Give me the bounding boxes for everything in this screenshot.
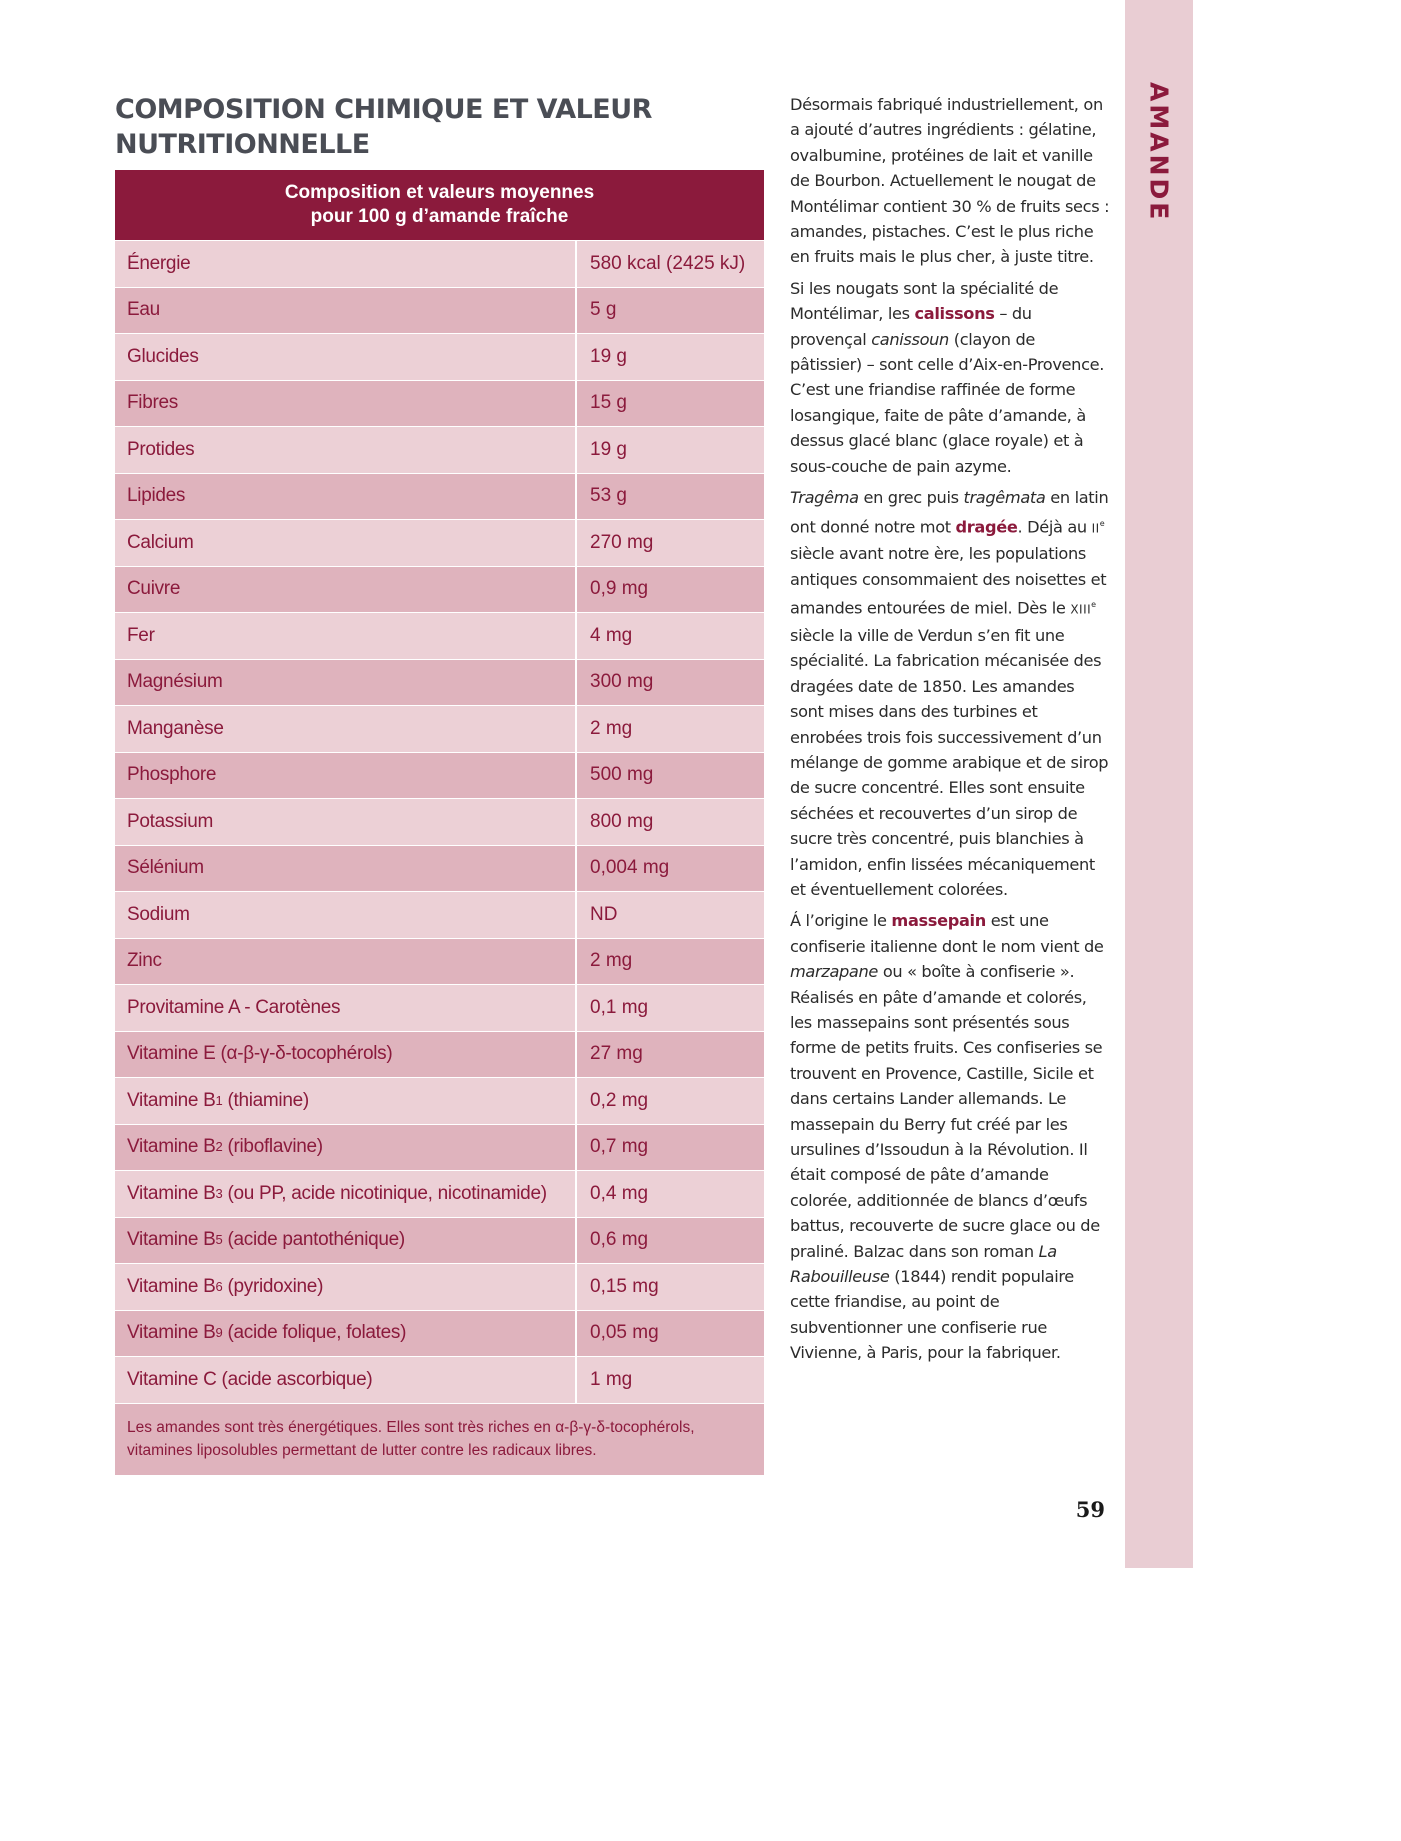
side-strip <box>1125 0 1193 1568</box>
nutrient-value: 270 mg <box>590 531 654 553</box>
nutrient-label: Fer <box>115 613 577 659</box>
nutrient-label: Vitamine B 3 (ou PP, acide nicotinique, nicotinamide) <box>115 1171 577 1217</box>
nutrient-label: Cuivre <box>115 567 577 613</box>
nutrient-label: Potassium <box>115 799 577 845</box>
nutrient-label: Lipides <box>115 474 577 520</box>
table-row <box>115 520 764 567</box>
nutrient-label: Énergie <box>115 241 577 287</box>
table-body <box>115 241 764 1404</box>
nutrient-label: Vitamine B 2 (riboflavine) <box>115 1125 577 1171</box>
chapter-label: AMANDE <box>1144 81 1174 222</box>
nutrient-value: 0,4 mg <box>590 1182 649 1204</box>
table-row <box>115 288 764 335</box>
nutrient-label: Eau <box>115 288 577 334</box>
keyword-massepain: massepain <box>891 911 986 931</box>
nutrient-label: Magnésium <box>115 660 577 706</box>
table-row <box>115 381 764 428</box>
nutrition-table <box>115 170 764 1475</box>
nutrient-label: Fibres <box>115 381 577 427</box>
nutrient-value: 53 g <box>590 485 627 507</box>
table-row <box>115 1078 764 1125</box>
nutrient-value: 0,15 mg <box>590 1275 659 1297</box>
table-row <box>115 1357 764 1404</box>
nutrient-value: 0,004 mg <box>590 857 670 879</box>
nutrient-label: Provitamine A - Carotènes <box>115 985 577 1031</box>
table-row <box>115 1218 764 1265</box>
table-footnote: Les amandes sont très énergétiques. Elles sont très riches en α-β-γ-δ-tocophérols, vitamines liposolubles permettant de lutter contre les radicaux libres. <box>115 1404 764 1475</box>
table-header <box>115 170 764 241</box>
table-row <box>115 1125 764 1172</box>
nutrient-value: 1 mg <box>590 1368 633 1390</box>
page-number: 59 <box>1075 1497 1105 1522</box>
nutrient-label: Vitamine C (acide ascorbique) <box>115 1357 577 1403</box>
nutrient-value: 0,7 mg <box>590 1136 649 1158</box>
table-row <box>115 1264 764 1311</box>
table-row <box>115 1032 764 1079</box>
nutrient-value: 27 mg <box>590 1043 643 1065</box>
table-row <box>115 1311 764 1358</box>
nutrient-label: Sélénium <box>115 846 577 892</box>
table-row <box>115 474 764 521</box>
table-row <box>115 613 764 660</box>
paragraph-massepain: Á l’origine le massepain est une confiserie italienne dont le nom vient de marzapane ou « boîte à confiserie ». Réalisés en pâte d’amande et colorés, les massepains sont présentés sous forme de petits fruits. Ces confiseries se trouvent en Provence, Castille, Sicile et dans certains Lander allemands. Le massepain du Berry fut créé par les ursulines d’Issoudun à la Révolution. Il était composé de pâte d’amande colorée, additionnée de blancs d’œufs battus, recouverte de sucre glace ou de praliné. Balzac dans son roman La Rabouilleuse (1844) rendit populaire cette friandise, au point de subventionner une confiserie rue Vivienne, à Paris, pour la fabriquer. <box>790 911 1104 1363</box>
table-row <box>115 985 764 1032</box>
nutrient-value: 2 mg <box>590 950 633 972</box>
nutrient-label: Manganèse <box>115 706 577 752</box>
table-row <box>115 660 764 707</box>
table-header-line1: Composition et valeurs moyennes <box>284 182 595 203</box>
nutrient-label: Vitamine B 5 (acide pantothénique) <box>115 1218 577 1264</box>
nutrient-label: Vitamine E (α-β-γ-δ-tocophérols) <box>115 1032 577 1078</box>
keyword-calissons: calissons <box>914 304 995 324</box>
nutrient-value: 500 mg <box>590 764 654 786</box>
table-row <box>115 334 764 381</box>
nutrient-value: ND <box>590 903 618 925</box>
table-row <box>115 706 764 753</box>
table-row <box>115 1171 764 1218</box>
nutrient-label: Calcium <box>115 520 577 566</box>
nutrient-label: Vitamine B 9 (acide folique, folates) <box>115 1311 577 1357</box>
body-text <box>790 92 1110 1372</box>
table-row <box>115 892 764 939</box>
nutrient-label: Glucides <box>115 334 577 380</box>
table-row <box>115 799 764 846</box>
nutrient-value: 2 mg <box>590 717 633 739</box>
table-row <box>115 241 764 288</box>
page-title: COMPOSITION CHIMIQUE ET VALEUR NUTRITIONNELLE <box>115 94 652 160</box>
nutrient-value: 0,6 mg <box>590 1229 649 1251</box>
nutrient-value: 0,05 mg <box>590 1322 659 1344</box>
table-row <box>115 939 764 986</box>
nutrient-value: 0,2 mg <box>590 1089 649 1111</box>
nutrient-value: 5 g <box>590 299 617 321</box>
table-row <box>115 753 764 800</box>
nutrient-value: 19 g <box>590 438 627 460</box>
nutrient-label: Phosphore <box>115 753 577 799</box>
nutrient-label: Zinc <box>115 939 577 985</box>
table-row <box>115 846 764 893</box>
nutrient-value: 0,1 mg <box>590 996 649 1018</box>
nutrient-label: Sodium <box>115 892 577 938</box>
nutrient-value: 0,9 mg <box>590 578 649 600</box>
table-header-line2: pour 100 g d’amande fraîche <box>310 206 569 227</box>
nutrient-value: 4 mg <box>590 624 633 646</box>
paragraph-calissons: Si les nougats sont la spécialité de Montélimar, les calissons – du provençal canissoun (clayon de pâtissier) – sont celle d’Aix-en-Provence. C’est une friandise raffinée de forme losangique, faite de pâte d’amande, à dessus glacé blanc (glace royale) et à sous-couche de pain azyme. <box>790 278 1105 476</box>
paragraph-dragee: Tragêma en grec puis tragêmata en latin ont donné notre mot dragée. Déjà au IIe siècle avant notre ère, les populations antiques consommaient des noisettes et amandes entourées de miel. Dès le XIIIe siècle la ville de Verdun s’en fit une spécialité. La fabrication mécanisée des dragées date de 1850. Les amandes sont mises dans des turbines et enrobées trois fois successivement d’un mélange de gomme arabique et de sirop de sucre concentré. Elles sont ensuite séchées et recouvertes d’un sirop de sucre très concentré, puis blanchies à l’amidon, enfin lissées mécaniquement et éventuellement colorées. <box>790 488 1109 899</box>
table-row <box>115 427 764 474</box>
nutrient-value: 580 kcal (2425 kJ) <box>590 252 746 274</box>
nutrient-label: Protides <box>115 427 577 473</box>
keyword-dragee: dragée <box>955 516 1018 536</box>
nutrient-label: Vitamine B 6 (pyridoxine) <box>115 1264 577 1310</box>
nutrient-value: 19 g <box>590 345 627 367</box>
nutrient-value: 800 mg <box>590 810 654 832</box>
nutrient-value: 300 mg <box>590 671 654 693</box>
table-row <box>115 567 764 614</box>
nutrient-label: Vitamine B 1 (thiamine) <box>115 1078 577 1124</box>
nutrient-value: 15 g <box>590 392 627 414</box>
paragraph-nougat: Désormais fabriqué industriellement, on a ajouté d’autres ingrédients : gélatine, ovalbumine, protéines de lait et vanille de Bourbon. Actuellement le nougat de Montélimar contient 30 % de fruits secs : amandes, pistaches. C’est le plus riche en fruits mais le plus cher, à juste titre. <box>790 95 1110 267</box>
